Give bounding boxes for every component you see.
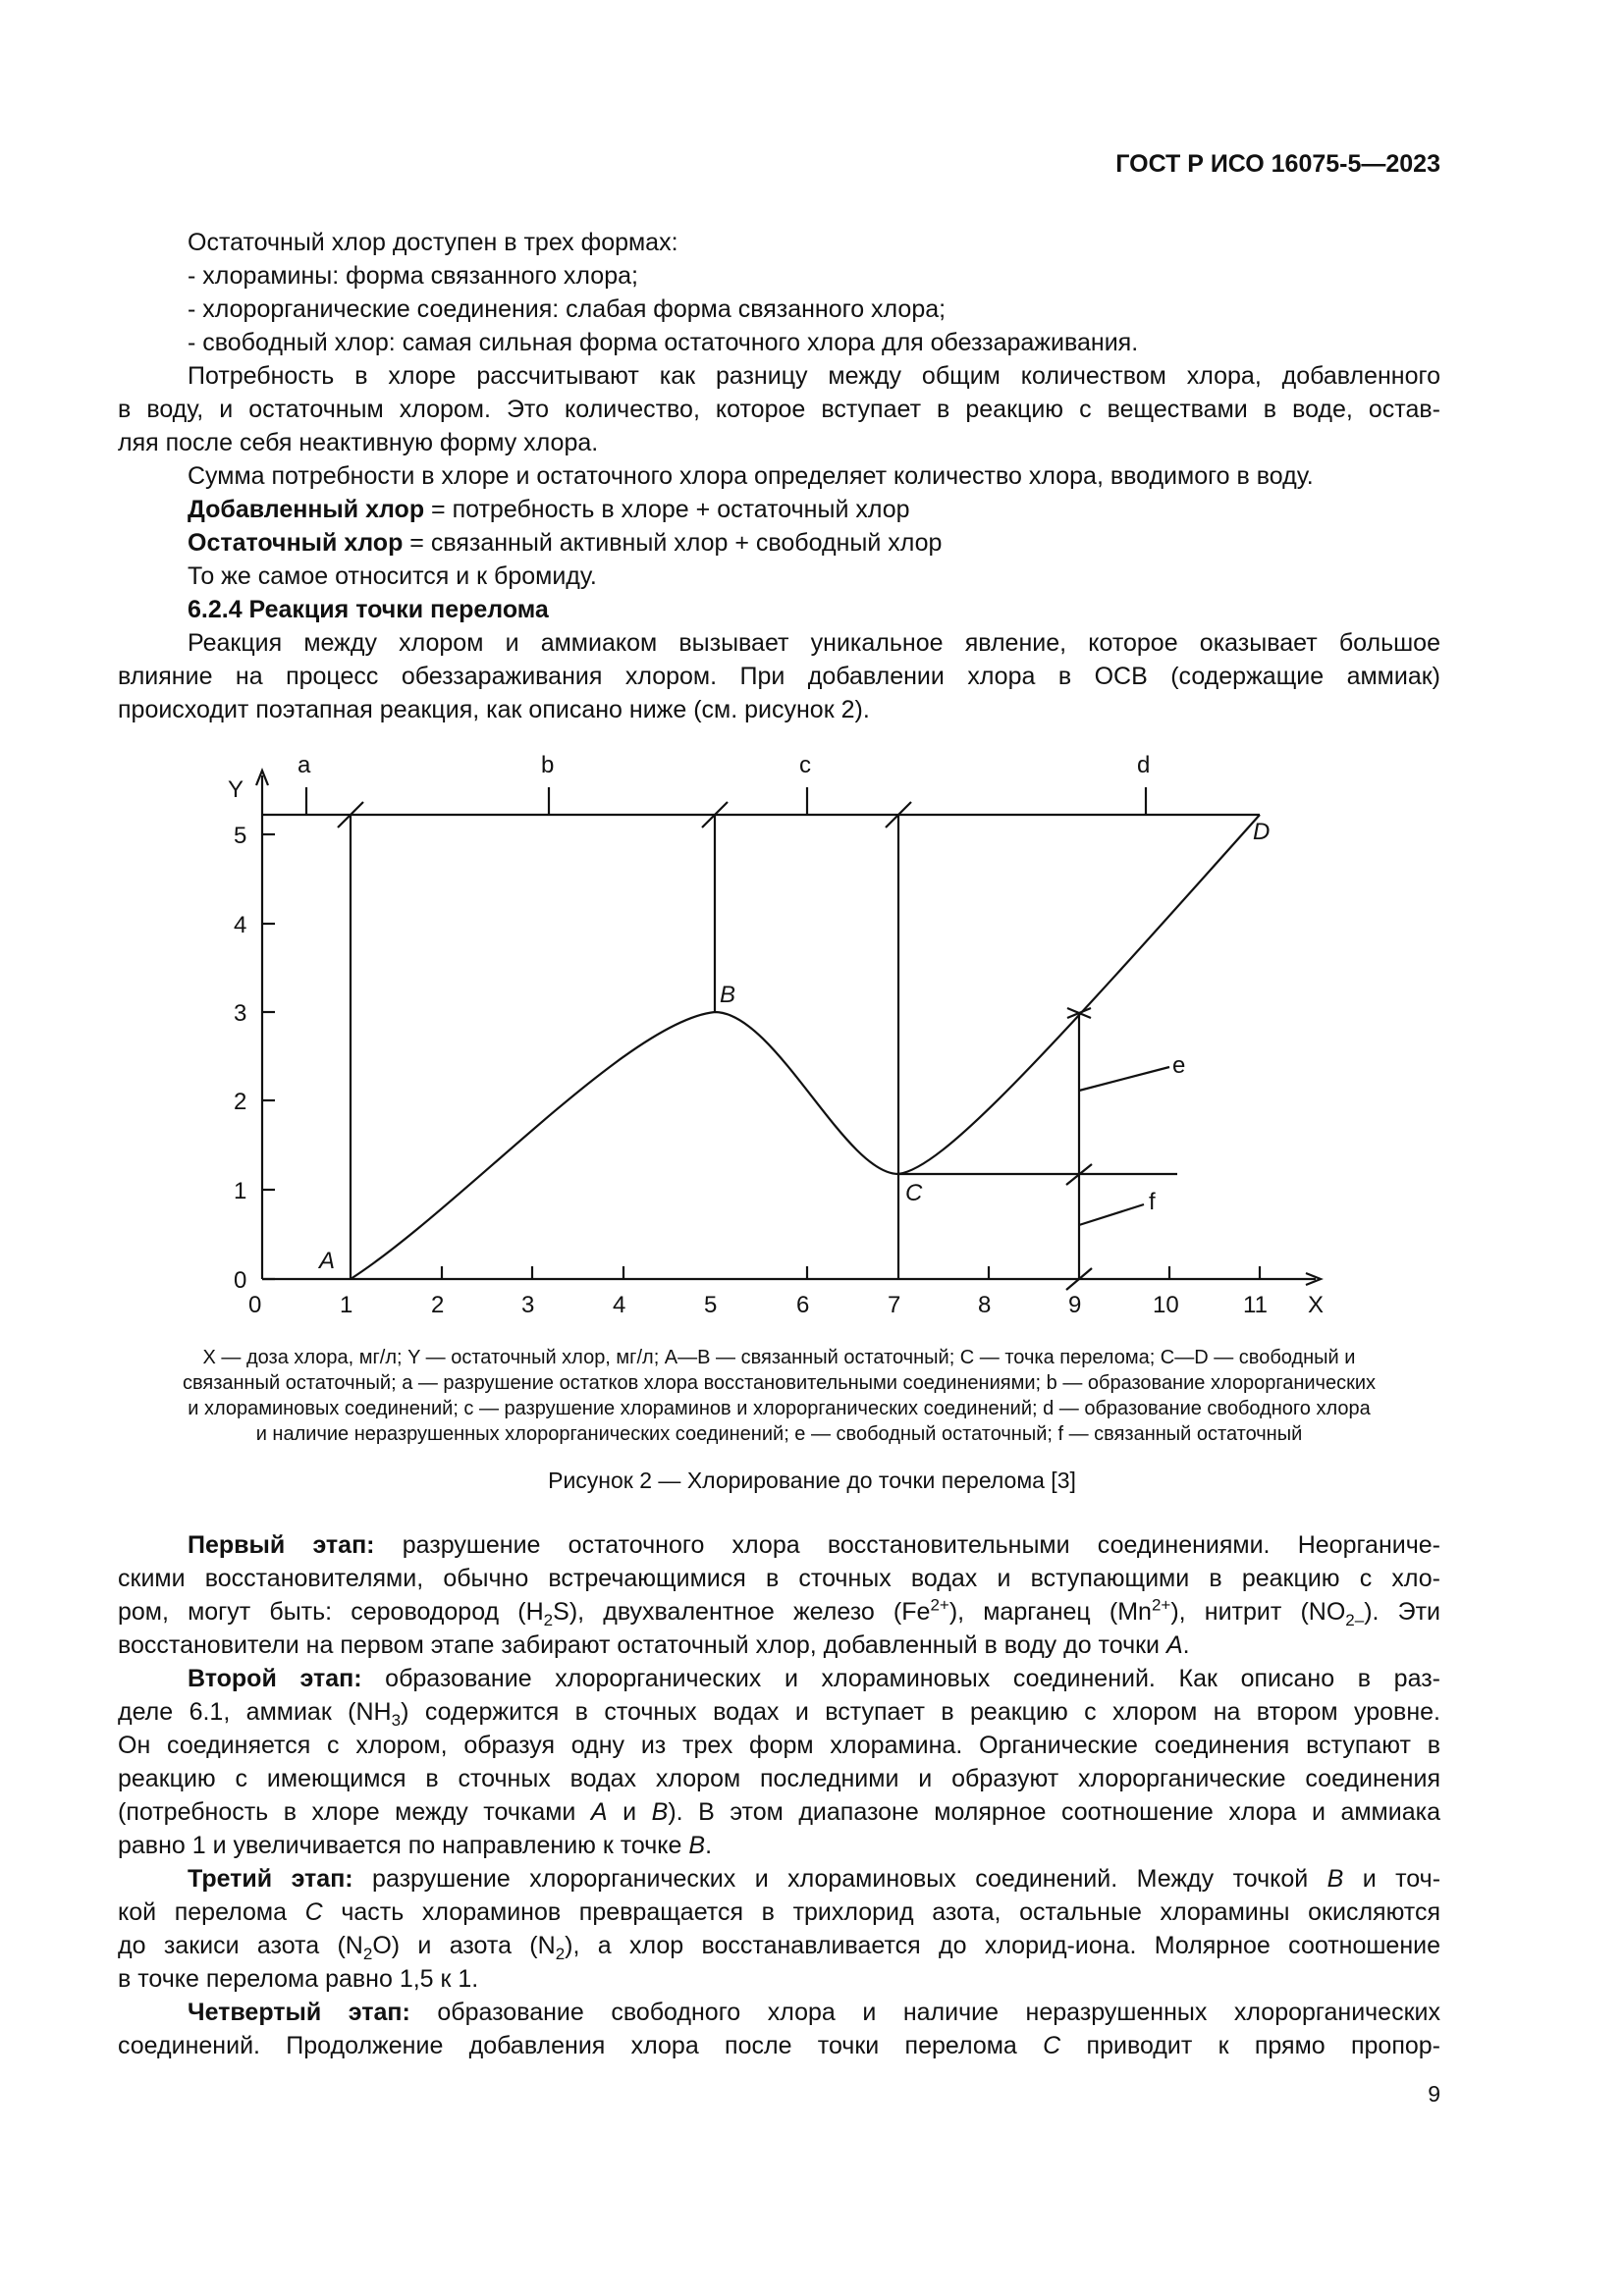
x-tick-label: 11 [1243, 1292, 1268, 1318]
point-label-b: B [720, 982, 736, 1008]
residual-chlorine-curve [351, 815, 1260, 1279]
stage-3-line: кой перелома C часть хлораминов превращается в трихлорид азота, остальные хлорамины окисляются [118, 1898, 1440, 1926]
page-number: 9 [1428, 2081, 1440, 2107]
stage-2-line: деле 6.1, аммиак $(NH_3)$ содержится в сточных водах и вступает в реакцию с хлором на втором уровне. [118, 1698, 1440, 1730]
stage-4-line: Четвертый этап: образование свободного хлора и наличие неразрушенных хлорорганических [188, 1999, 1440, 2026]
y-tick-label: 2 [234, 1089, 247, 1115]
added-chlorine-formula: Добавленный хлор = потребность в хлоре + остаточный хлор [188, 496, 910, 523]
reaction-line: влияние на процесс обеззараживания хлором. При добавлении хлора в ОСВ (содержащие аммиак) [118, 663, 1440, 690]
document-header: ГОСТ Р ИСО 16075-5—2023 [1115, 150, 1440, 178]
stage-2-line: реакцию с имеющимся в сточных водах хлором последними и образуют хлорорганические соединения [118, 1765, 1440, 1792]
residual-chlorine-formula: Остаточный хлор = связанный активный хлор + свободный хлор [188, 529, 943, 557]
x-tick-label: 0 [248, 1292, 262, 1318]
x-tick-label: 4 [613, 1292, 626, 1318]
x-tick-label: 6 [796, 1292, 810, 1318]
x-axis-label: X [1308, 1292, 1325, 1318]
breakpoint-chlorination-figure [0, 741, 1624, 1330]
reaction-line: происходит поэтапная реакция, как описано ниже (см. рисунок 2). [118, 696, 870, 723]
stage-2-line: равно 1 и увеличивается по направлению к точке B. [118, 1832, 713, 1859]
legend-line: X — доза хлора, мг/л; Y — остаточный хлор, мг/л; A—B — связанный остаточный; C — точка перелома; C—D — свободный и [202, 1347, 1356, 1368]
figure-caption: Рисунок 2 — Хлорирование до точки перелома [3] [548, 1468, 1076, 1493]
stage-4-line: соединений. Продолжение добавления хлора после точки перелома C приводит к прямо пропор- [118, 2032, 1440, 2059]
stage-2-line: Он соединяется с хлором, образуя одну из трех форм хлорамина. Органические соединения вступают в [118, 1732, 1440, 1759]
x-tick-label: 10 [1153, 1292, 1179, 1318]
x-tick-label: 9 [1068, 1292, 1082, 1318]
demand-line: Потребность в хлоре рассчитывают как разницу между общим количеством хлора, добавленного [188, 362, 1440, 390]
y-tick-label: 3 [234, 1000, 247, 1027]
stages-text-block [118, 1528, 1440, 2062]
stage-3-line: в точке перелома равно 1,5 к 1. [118, 1965, 479, 1993]
point-label-c: C [905, 1180, 923, 1206]
form-item: - хлорорганические соединения: слабая форма связанного хлора; [188, 295, 947, 323]
point-label-a: A [319, 1248, 336, 1274]
x-tick-label: 3 [521, 1292, 535, 1318]
zone-label-c: c [799, 752, 811, 778]
y-tick-label: 4 [234, 912, 247, 938]
y-tick-label: 0 [234, 1267, 247, 1294]
leader-f [1079, 1204, 1144, 1225]
x-tick-label: 1 [340, 1292, 353, 1318]
stage-1-line: ром, могут быть: сероводород $(H_2S)$, двухвалентное железо $(Fe^{2+})$, марганец $(Mn^{2+})$, нитрит $(NO_{2-})$. Эти [118, 1595, 1441, 1629]
x-tick-label: 2 [431, 1292, 445, 1318]
x-tick-label: 5 [704, 1292, 718, 1318]
x-tick-label: 7 [888, 1292, 901, 1318]
demand-line: в воду, и остаточным хлором. Это количество, которое вступает в реакцию с веществами в воде, остав- [118, 396, 1440, 423]
side-label-e: e [1172, 1052, 1186, 1079]
zone-label-d: d [1137, 752, 1151, 778]
intro-text-block [118, 226, 1440, 726]
stage-2-line: (потребность в хлоре между точками A и B). В этом диапазоне молярное соотношение хлора и аммиака [118, 1798, 1440, 1826]
form-item: - хлорамины: форма связанного хлора; [188, 262, 638, 290]
stage-1-line: скими восстановителями, обычно встречающимися в сточных водах и вступающими в реакцию с хло- [118, 1565, 1440, 1592]
stage-3-line: Третий этап: разрушение хлорорганических и хлораминовых соединений. Между точкой B и точ- [188, 1865, 1441, 1893]
zone-label-b: b [541, 752, 555, 778]
reaction-line: Реакция между хлором и аммиаком вызывает уникальное явление, которое оказывает большое [188, 629, 1440, 657]
legend-line: и наличие неразрушенных хлорорганических соединений; e — свободный остаточный; f — связанный остаточный [255, 1423, 1303, 1445]
y-tick-label: 5 [234, 823, 247, 849]
figure-graph [0, 741, 1624, 1330]
forms-intro: Остаточный хлор доступен в трех формах: [188, 229, 678, 256]
figure-legend [118, 1345, 1440, 1447]
section-heading: 6.2.4 Реакция точки перелома [188, 596, 549, 623]
y-tick-label: 1 [234, 1178, 247, 1204]
stage-3-line: до закиси азота $(N_2O)$ и азота $(N_2)$, а хлор восстанавливается до хлорид-иона. Молярное соотношение [118, 1932, 1440, 1963]
stage-2-line: Второй этап: образование хлорорганических и хлораминовых соединений. Как описано в раз- [188, 1665, 1440, 1692]
y-axis-label: Y [228, 776, 244, 803]
sum-paragraph: Сумма потребности в хлоре и остаточного хлора определяет количество хлора, вводимого в воду. [188, 462, 1314, 490]
leader-e [1079, 1067, 1169, 1091]
demand-line: ляя после себя неактивную форму хлора. [118, 429, 599, 456]
point-label-d: D [1253, 819, 1271, 845]
form-item: - свободный хлор: самая сильная форма остаточного хлора для обеззараживания. [188, 329, 1139, 356]
side-label-f: f [1149, 1189, 1156, 1215]
bromide-note: То же самое относится и к бромиду. [188, 562, 597, 590]
stage-1-line: Первый этап: разрушение остаточного хлора восстановительными соединениями. Неорганиче- [188, 1531, 1440, 1559]
legend-line: и хлораминовых соединений; c — разрушение хлораминов и хлорорганических соединений; d — образование свободного хлора [188, 1398, 1371, 1419]
x-tick-label: 8 [978, 1292, 992, 1318]
stage-1-line: восстановители на первом этапе забирают остаточный хлор, добавленный в воду до точки A. [118, 1631, 1190, 1659]
legend-line: связанный остаточный; a — разрушение остатков хлора восстановительными соединениями; b — образование хлорорганических [182, 1372, 1377, 1394]
zone-label-a: a [298, 752, 311, 778]
